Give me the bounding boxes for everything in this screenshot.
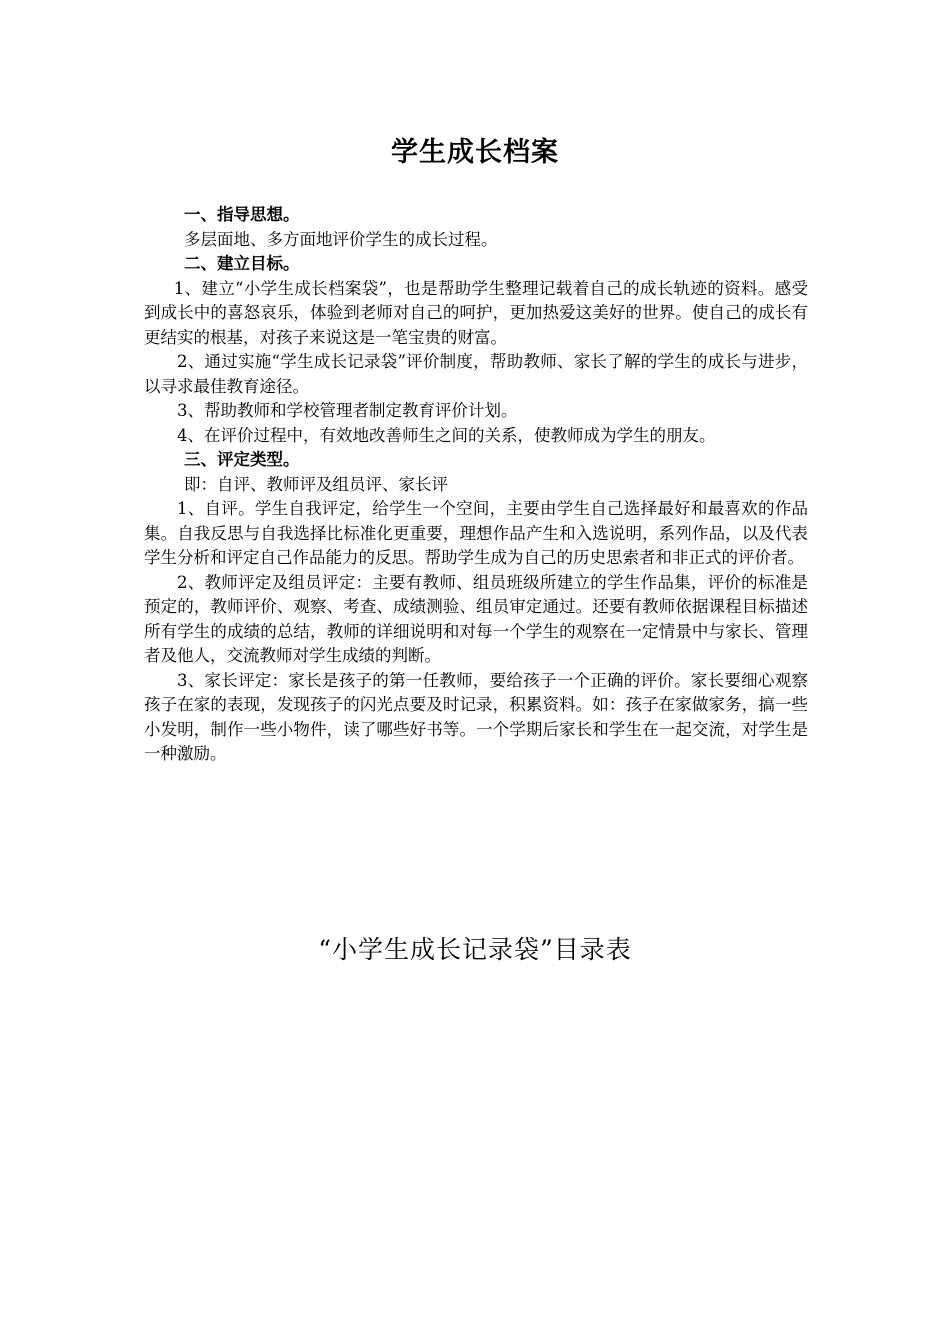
paragraph-goal-3: 3、帮助教师和学校管理者制定教育评价计划。 [177,401,518,420]
paragraph-assessment-intro: 即：自评、教师评及组员评、家长评 [184,474,448,494]
paragraph-parent-assessment: 3、家长评定：家长是孩子的第一任教师，要给孩子一个正确的评价。家长要细心观察孩子在家的表现，发现孩子的闪光点要及时记录，积累资料。如：孩子在家做家务，搞一些小发明，制作一些小物件，读了哪些好书等。一个学期后家长和学生在一起交流，对学生是一种激励。 [144,670,808,763]
paragraph-goal-2: 2、通过实施“学生成长记录袋”评价制度，帮助教师、家长了解的学生的成长与进步，以寻求最佳教育途径。 [144,352,808,396]
document-body [144,203,808,767]
section-heading-assessment-types: 三、评定类型。 [184,450,300,469]
document-subtitle: “小学生成长记录袋”目录表 [318,935,632,964]
paragraph-guiding-idea: 多层面地、多方面地评价学生的成长过程。 [184,229,498,249]
document-title: 学生成长档案 [391,137,559,168]
paragraph-teacher-assessment: 2、教师评定及组员评定：主要有教师、组员班级所建立的学生作品集，评价的标准是预定的，教师评价、观察、考查、成绩测验、组员审定通过。还要有教师依据课程目标描述所有学生的成绩的总结，教师的详细说明和对每一个学生的观察在一定情景中与家长、管理者及他人，交流教师对学生成绩的判断。 [144,572,808,665]
section-heading-guiding-idea: 一、指导思想。 [184,205,300,224]
section-heading-goals: 二、建立目标。 [184,254,300,273]
paragraph-goal-1: 1、建立“小学生成长档案袋”，也是帮助学生整理记载着自己的成长轨迹的资料。感受到成长中的喜怒哀乐，体验到老师对自己的呵护，更加热爱这美好的世界。使自己的成长有更结实的根基，对孩子来说这是一笔宝贵的财富。 [144,278,808,347]
paragraph-self-assessment: 1、自评。学生自我评定，给学生一个空间，主要由学生自己选择最好和最喜欢的作品集。自我反思与自我选择比标准化更重要，理想作品产生和入选说明，系列作品，以及代表学生分析和评定自己作品能力的反思。帮助学生成为自己的历史思索者和非正式的评价者。 [144,499,808,567]
paragraph-goal-4: 4、在评价过程中，有效地改善师生之间的关系，使教师成为学生的朋友。 [177,425,716,445]
